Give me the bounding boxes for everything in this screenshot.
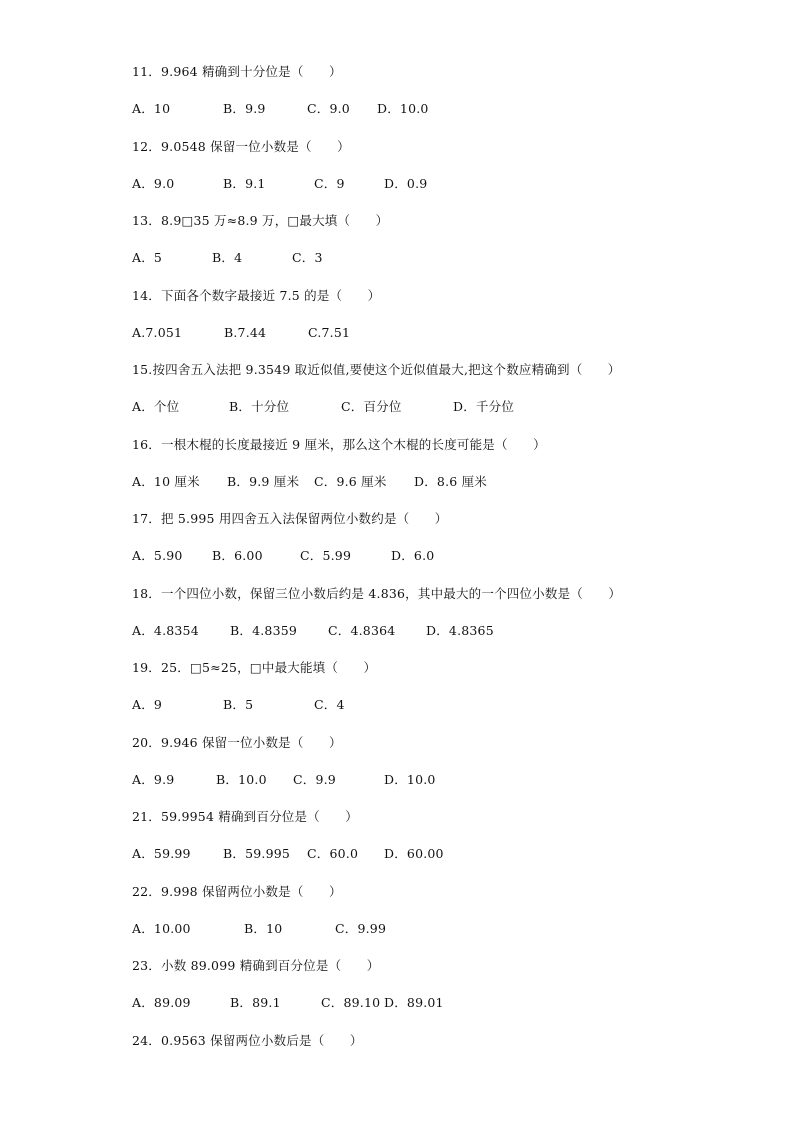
option-d: D．0.9	[384, 176, 428, 191]
option-a: A．5	[132, 250, 163, 265]
option-c: C．9.6 厘米	[314, 474, 387, 489]
option-d: D．8.6 厘米	[414, 474, 487, 489]
option-d: D．89.01	[384, 995, 444, 1010]
option-b: B．10	[244, 921, 283, 936]
option-a: A．个位	[132, 399, 180, 414]
option-b: B．6.00	[212, 548, 263, 563]
option-b: B．5	[223, 697, 254, 712]
question-13: 13．8.9□35 万≈8.9 万，□最大填（ ）	[132, 213, 389, 228]
option-c: C．60.0	[307, 846, 359, 861]
option-b: B．59.995	[223, 846, 291, 861]
option-d: D．6.0	[391, 548, 435, 563]
option-a: A．10.00	[132, 921, 191, 936]
option-a: A．9	[132, 697, 163, 712]
option-a: A．59.99	[132, 846, 191, 861]
option-b: B．十分位	[229, 399, 290, 414]
option-c: C.7.51	[308, 325, 351, 340]
option-b: B．9.9 厘米	[227, 474, 300, 489]
option-b: B．9.9	[223, 101, 266, 116]
option-b: B．89.1	[230, 995, 281, 1010]
option-c: C．4	[314, 697, 345, 712]
question-21: 21．59.9954 精确到百分位是（ ）	[132, 809, 358, 824]
option-d: D．千分位	[453, 399, 515, 414]
question-16: 16．一根木棍的长度最接近 9 厘米，那么这个木棍的长度可能是（ ）	[132, 437, 546, 452]
option-c: C．9	[314, 176, 345, 191]
option-b: B．9.1	[223, 176, 266, 191]
question-23: 23．小数 89.099 精确到百分位是（ ）	[132, 958, 380, 973]
option-c: C．百分位	[341, 399, 402, 414]
option-a: A．89.09	[132, 995, 191, 1010]
question-12: 12．9.0548 保留一位小数是（ ）	[132, 139, 350, 154]
option-d: D．60.00	[384, 846, 444, 861]
option-d: D．10.0	[377, 101, 429, 116]
question-22: 22．9.998 保留两位小数是（ ）	[132, 884, 342, 899]
option-d: D．10.0	[384, 772, 436, 787]
option-c: C．5.99	[300, 548, 352, 563]
question-14: 14．下面各个数字最接近 7.5 的是（ ）	[132, 288, 381, 303]
option-c: C．3	[292, 250, 323, 265]
option-a: A．4.8354	[132, 623, 199, 638]
option-b: B．10.0	[216, 772, 267, 787]
question-20: 20．9.946 保留一位小数是（ ）	[132, 735, 342, 750]
option-a: A．5.90	[132, 548, 183, 563]
option-a: A．10 厘米	[132, 474, 200, 489]
option-c: C．89.10	[321, 995, 381, 1010]
option-c: C．9.9	[293, 772, 336, 787]
option-a: A．9.9	[132, 772, 175, 787]
option-b: B．4.8359	[230, 623, 298, 638]
option-b: B.7.44	[224, 325, 267, 340]
question-11: 11．9.964 精确到十分位是（ ）	[132, 64, 342, 79]
option-c: C．9.99	[335, 921, 387, 936]
question-19: 19．25．□5≈25，□中最大能填（ ）	[132, 660, 377, 675]
option-a: A.7.051	[132, 325, 183, 340]
question-24: 24．0.9563 保留两位小数后是（ ）	[132, 1033, 363, 1048]
option-b: B．4	[212, 250, 243, 265]
question-17: 17．把 5.995 用四舍五入法保留两位小数约是（ ）	[132, 511, 448, 526]
option-d: D．4.8365	[426, 623, 494, 638]
option-a: A．10	[132, 101, 171, 116]
option-a: A．9.0	[132, 176, 175, 191]
option-c: C．4.8364	[328, 623, 396, 638]
option-c: C．9.0	[307, 101, 350, 116]
question-18: 18．一个四位小数，保留三位小数后约是 4.836，其中最大的一个四位小数是（ ）	[132, 586, 622, 601]
question-15: 15.按四舍五入法把 9.3549 取近似值,要使这个近似值最大,把这个数应精确到（ ）	[132, 362, 621, 377]
